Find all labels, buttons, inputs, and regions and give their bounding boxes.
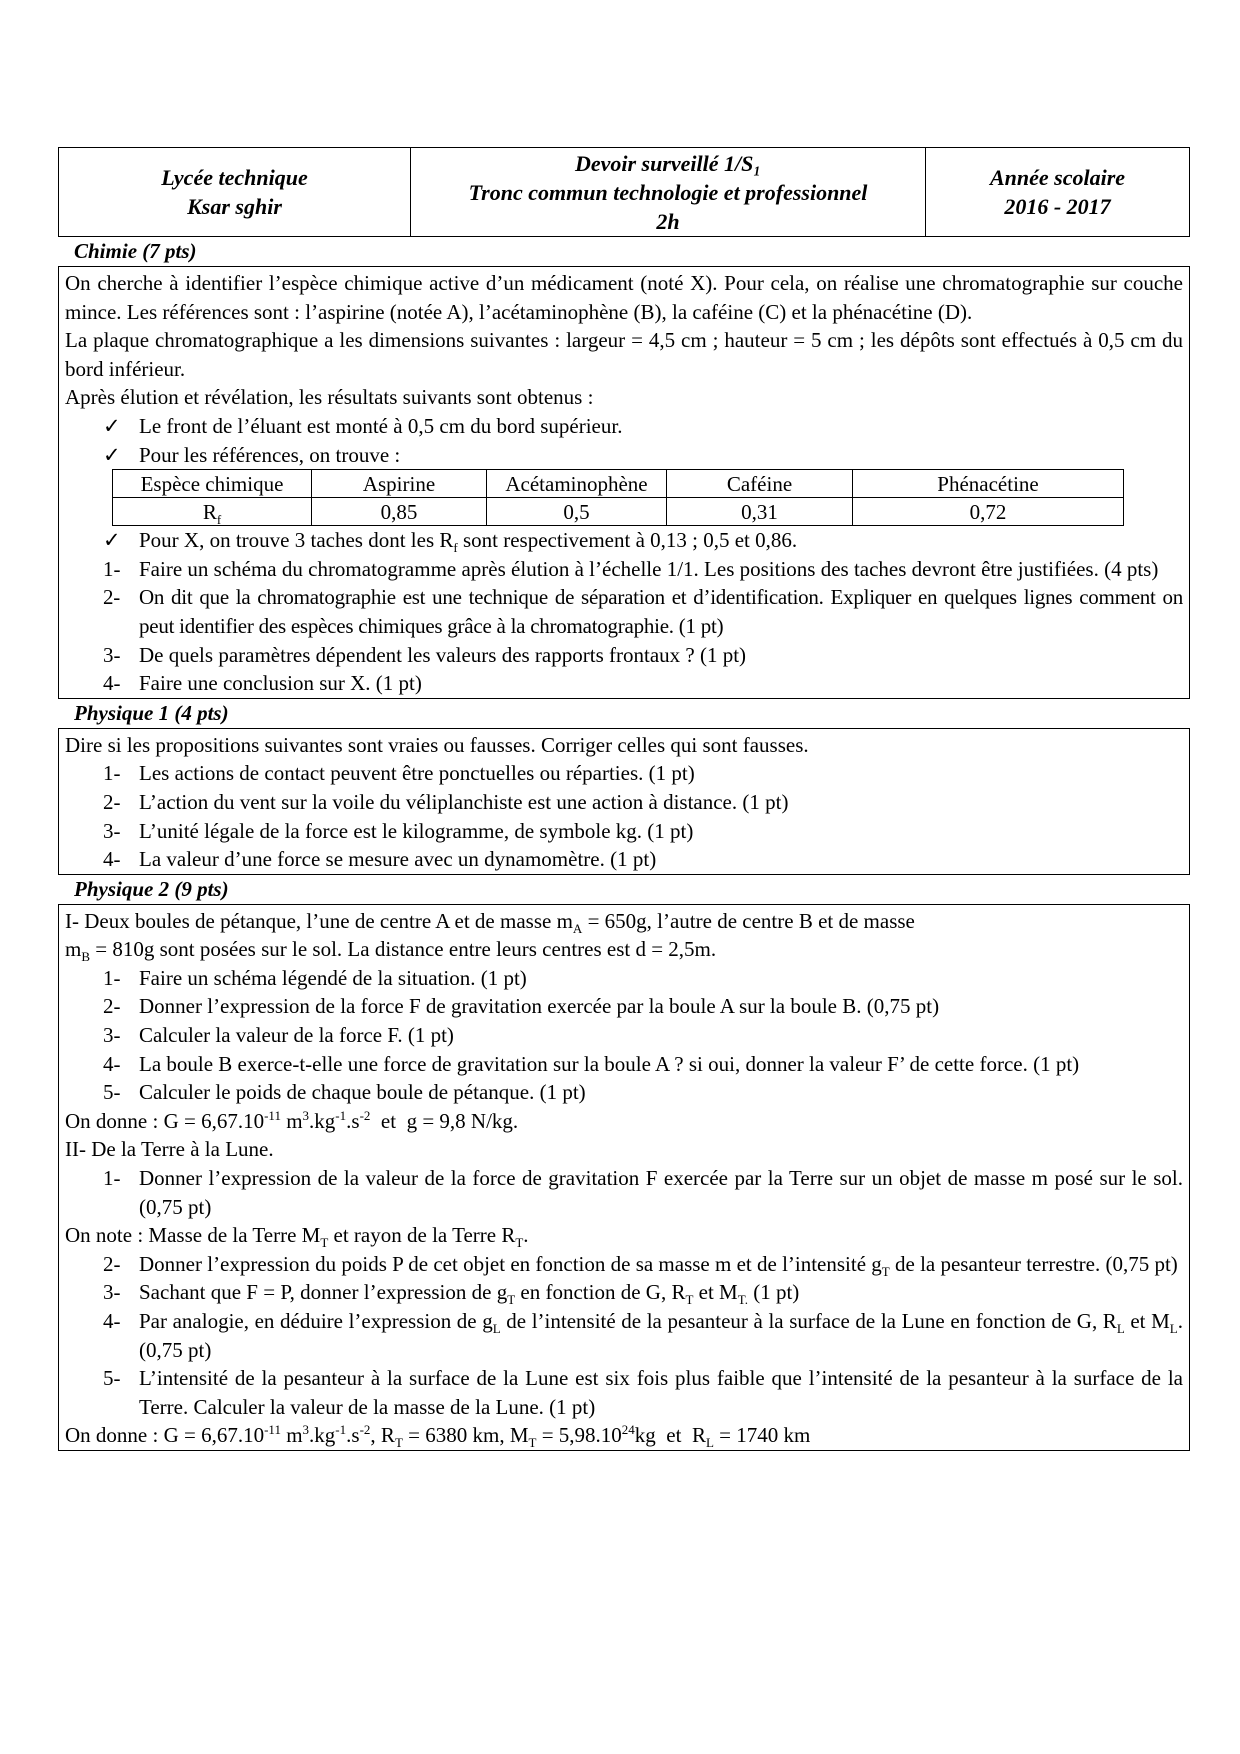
question-item: 1- Faire un schéma légendé de la situation. (1 pt) bbox=[103, 965, 527, 990]
question-item: 3- De quels paramètres dépendent les valeurs des rapports frontaux ? (1 pt) bbox=[103, 642, 747, 667]
chimie-intro-2: La plaque chromatographique a les dimensions suivantes : largeur = 4,5 cm ; hauteur = 5 cm ; les dépôts sont effectués à 0,5 cm du bord inférieur. bbox=[65, 328, 1183, 381]
physique1-box bbox=[58, 728, 1190, 875]
physique2-part2-q1 bbox=[65, 1164, 1183, 1221]
year-value: 2016 - 2017 bbox=[1004, 194, 1111, 219]
check-icon: ✓ bbox=[103, 413, 121, 438]
check-icon: ✓ bbox=[103, 442, 121, 467]
question-item: 3- L’unité légale de la force est le kilogramme, de symbole kg. (1 pt) bbox=[103, 818, 694, 843]
rf-header-cell: Espèce chimique bbox=[113, 470, 312, 498]
question-item: 2- Donner l’expression du poids P de cet objet en fonction de sa masse m et de l’intensité $g_T$ de la pesanteur terrestre. (0,75 pt) bbox=[103, 1251, 1178, 1279]
question-item: 4- Faire une conclusion sur X. (1 pt) bbox=[103, 671, 422, 696]
school-cell bbox=[59, 148, 411, 237]
physique2-part2-title: II- De la Terre à la Lune. bbox=[65, 1137, 274, 1162]
chimie-title: Chimie (7 pts) bbox=[74, 239, 197, 263]
exam-title: Devoir surveillé 1/S₁ bbox=[574, 150, 762, 176]
rf-value-cell: 0,72 bbox=[853, 498, 1124, 526]
chimie-questions bbox=[65, 555, 1183, 698]
chimie-box bbox=[58, 266, 1190, 699]
rf-value-cell: 0,85 bbox=[312, 498, 487, 526]
rf-header-cell: Phénacétine bbox=[853, 470, 1124, 498]
school-town: Ksar sghir bbox=[187, 194, 282, 219]
exam-page bbox=[58, 147, 1190, 1451]
rf-header-cell: Acétaminophène bbox=[487, 470, 667, 498]
rf-table-value-row bbox=[113, 498, 1124, 526]
question-item: 2- L’action du vent sur la voile du véliplanchiste est une action à distance. (1 pt) bbox=[103, 789, 789, 814]
year-label: Année scolaire bbox=[989, 165, 1126, 190]
result-item: ✓ Pour les références, on trouve : bbox=[65, 441, 1183, 470]
physique2-title: Physique 2 (9 pts) bbox=[74, 876, 229, 901]
physique2-box bbox=[58, 904, 1190, 1451]
year-cell bbox=[926, 148, 1190, 237]
check-icon: ✓ bbox=[103, 528, 121, 553]
physique1-title: Physique 1 (4 pts) bbox=[74, 700, 229, 725]
physique2-part1-questions bbox=[65, 964, 1183, 1107]
rf-header-cell: Caféine bbox=[667, 470, 853, 498]
question-item: 5- Calculer le poids de chaque boule de pétanque. (1 pt) bbox=[103, 1080, 586, 1105]
rf-table bbox=[112, 469, 1124, 526]
question-item: 2- On dit que la chromatographie est une technique de séparation et d’identification. Expliquer en quelques lignes comment on peut identifier des espèces chimiques grâce à la chromatographie. (1 pt) bbox=[103, 585, 1183, 638]
question-item: 3- Sachant que F = P, donner l’expression de $g_T$ en fonction de G, $R_T$ et $M_{T.}$ (1 pt) bbox=[103, 1280, 800, 1308]
chimie-intro-3: Après élution et révélation, les résultats suivants sont obtenus : bbox=[65, 385, 594, 410]
question-item: 3- Calculer la valeur de la force F. (1 pt) bbox=[103, 1023, 454, 1048]
result-item: ✓ Le front de l’éluant est monté à 0,5 cm du bord supérieur. bbox=[65, 412, 1183, 441]
question-item: 4- Par analogie, en déduire l’expression de $g_L$ de l’intensité de la pesanteur à la surface de la Lune en fonction de G, $R_L$ et $M_L$. (0,75 pt) bbox=[103, 1309, 1183, 1362]
physique2-part2-given: On donne : $G = 6,67.10^{-11}$ $m^3.kg^{-1}.s^{-2}$, $R_T = 6380$ km, $M_T = 5,98.10^{24}kg$ et $R_L = 1740$ km bbox=[65, 1422, 811, 1451]
question-item: 1- Donner l’expression de la valeur de la force de gravitation F exercée par la Terre sur un objet de masse m posé sur le sol. (0,75 pt) bbox=[103, 1166, 1183, 1219]
question-item: 2- Donner l’expression de la force F de gravitation exercée par la boule A sur la boule B. (0,75 pt) bbox=[103, 994, 940, 1019]
physique2-part1-given: On donne : $G = 6,67.10^{-11}$ $m^3.kg^{-1}.s^{-2}$ et g = 9,8 N/kg. bbox=[65, 1107, 519, 1133]
result-item: ✓ Pour X, on trouve 3 taches dont les $R_f$ sont respectivement à 0,13 ; 0,5 et 0,86. bbox=[103, 528, 798, 556]
chimie-results bbox=[65, 412, 1183, 469]
question-item: 4- La boule B exerce-t-elle une force de gravitation sur la boule A ? si oui, donner la valeur F’ de cette force. (1 pt) bbox=[103, 1051, 1080, 1076]
question-item: 5- L’intensité de la pesanteur à la surface de la Lune est six fois plus faible que l’intensité de la pesanteur à la surface de la Terre. Calculer la valeur de la masse de la Lune. (1 pt) bbox=[103, 1366, 1183, 1419]
physique2-intro-line2: $m_B = 810g$ sont posées sur le sol. La distance entre leurs centres est d = 2,5m. bbox=[65, 937, 717, 965]
question-item: 1- Faire un schéma du chromatogramme après élution à l’échelle 1/1. Les positions des taches devront être justifiées. (4 pts) bbox=[103, 556, 1159, 581]
rf-table-header-row bbox=[113, 470, 1124, 498]
school-name: Lycée technique bbox=[161, 165, 308, 190]
exam-duration: 2h bbox=[656, 208, 680, 234]
rf-value-cell: 0,5 bbox=[487, 498, 667, 526]
exam-level: Tronc commun technologie et professionnel bbox=[468, 179, 868, 205]
rf-row-label: $R_f$ bbox=[113, 498, 312, 526]
physique2-part2-questions bbox=[65, 1250, 1183, 1422]
physique2-intro-line1: I- Deux boules de pétanque, l’une de centre A et de masse $m_A = 650g$, l’autre de centre B et de masse bbox=[65, 908, 915, 936]
physique1-intro: Dire si les propositions suivantes sont vraies ou fausses. Corriger celles qui sont fausses. bbox=[65, 732, 809, 757]
question-item: 1- Les actions de contact peuvent être ponctuelles ou réparties. (1 pt) bbox=[103, 761, 695, 786]
chimie-intro-1: On cherche à identifier l’espèce chimique active d’un médicament (noté X). Pour cela, on réalise une chromatographie sur couche mince. Les références sont : l’aspirine (notée A), l’acétaminophène (B), la caféine (C) et la phénacétine (D). bbox=[65, 271, 1183, 324]
exam-cell bbox=[411, 148, 926, 237]
header-table bbox=[58, 147, 1190, 237]
question-item: 4- La valeur d’une force se mesure avec un dynamomètre. (1 pt) bbox=[103, 847, 657, 872]
physique1-questions bbox=[65, 759, 1183, 873]
chimie-results-x bbox=[65, 526, 1183, 555]
physique2-part2-note: On note : Masse de la Terre $M_T$ et rayon de la Terre $R_T$. bbox=[65, 1223, 529, 1251]
rf-header-cell: Aspirine bbox=[312, 470, 487, 498]
rf-value-cell: 0,31 bbox=[667, 498, 853, 526]
